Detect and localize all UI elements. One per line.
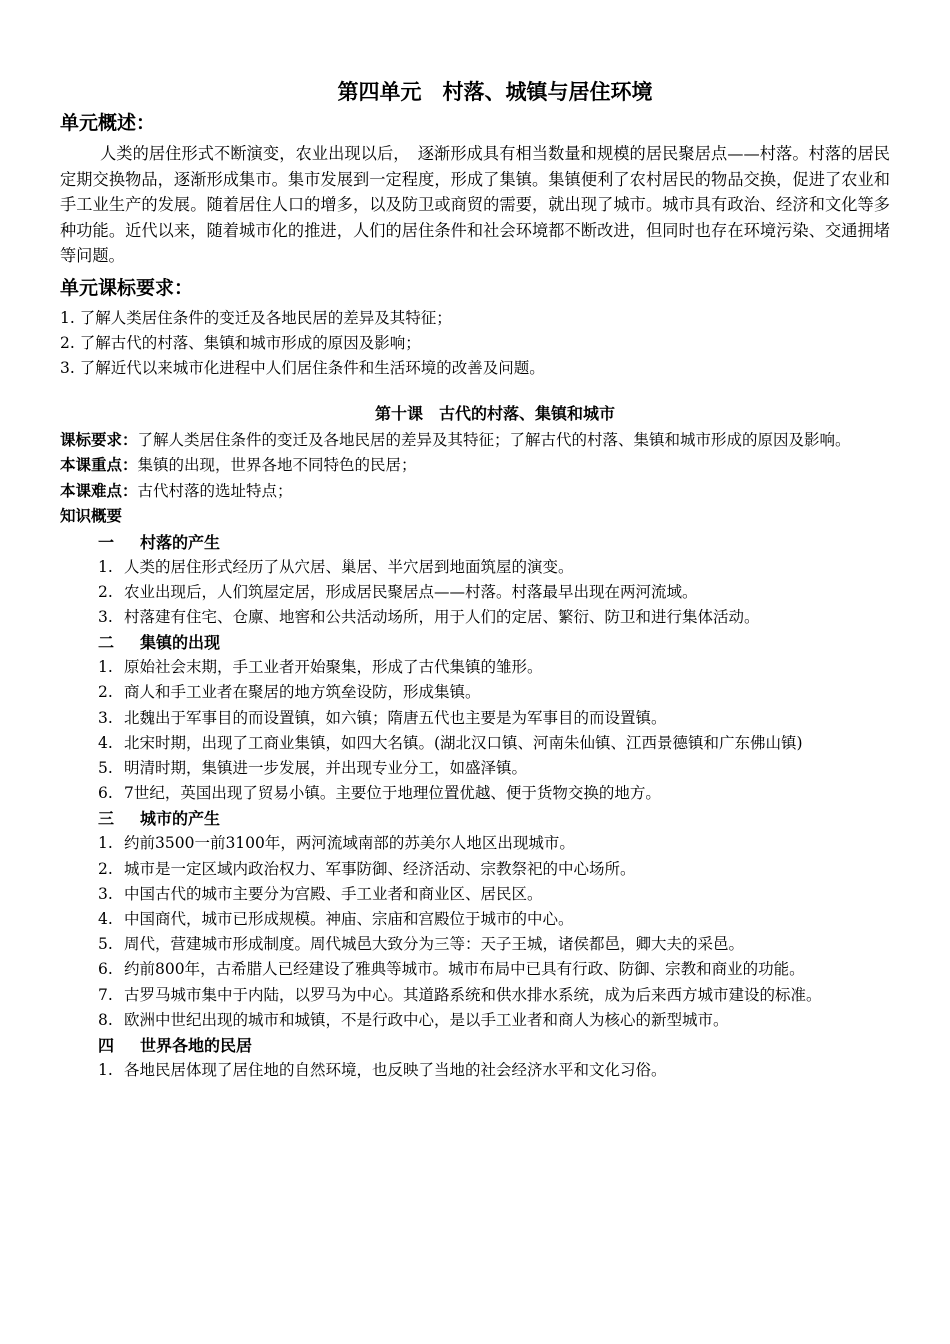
overview-paragraph: 人类的居住形式不断演变，农业出现以后， 逐渐形成具有相当数量和规模的居民聚居点——村落。村落的居民定期交换物品，逐渐形成集市。集市发展到一定程度，形成了集镇。集镇便利了农村居民的物品交换，促进了农业和手工业生产的发展。随着居住人口的增多，以及防卫或商贸的需要，就出现了城市。城市具有政治、经济和文化等多种功能。近代以来，随着城市化的推进，人们的居住条件和社会环境都不断改进，但同时也存在环境污染、交通拥堵等问题。 [60, 144, 890, 265]
item-number: 1. [98, 834, 113, 853]
item-number: 1. [98, 557, 113, 576]
list-item [60, 831, 890, 856]
list-item [60, 756, 890, 781]
section-title: 村落的产生 [140, 532, 221, 552]
lesson-focus [60, 453, 890, 479]
knowledge-sections [60, 530, 890, 1084]
list-item [60, 857, 890, 882]
document-page [60, 70, 890, 1083]
list-item [60, 731, 890, 756]
item-text: 农业出现后，人们筑屋定居，形成居民聚居点——村落。村落最早出现在两河流域。 [124, 582, 698, 601]
focus-label: 本课重点： [60, 456, 138, 474]
list-item [60, 907, 890, 932]
requirements-text: 了解人类居住条件的变迁及各地民居的差异及其特征；了解古代的村落、集镇和城市形成的原因及影响。 [137, 430, 851, 449]
lesson-difficulty [60, 479, 890, 505]
list-item [60, 555, 890, 580]
focus-text: 集镇的出现，世界各地不同特色的民居； [137, 456, 417, 474]
section-title: 集镇的出现 [140, 633, 221, 653]
section-title: 城市的产生 [140, 809, 221, 829]
list-item [60, 983, 890, 1008]
item-text: 各地民居体现了居住地的自然环境，也反映了当地的社会经济水平和文化习俗。 [124, 1060, 667, 1079]
list-item [60, 1058, 890, 1083]
item-number: 2. [98, 859, 113, 878]
item-number: 5. [98, 935, 113, 954]
section-number: 三 [98, 809, 115, 829]
list-item [60, 580, 890, 605]
item-text: 约前800年，古希腊人已经建设了雅典等城市。城市布局中已具有行政、防御、宗教和商业的功能。 [124, 960, 805, 979]
item-text: 城市是一定区域内政治权力、军事防御、经济活动、宗教祭祀的中心场所。 [124, 859, 636, 878]
list-item [60, 781, 890, 806]
list-item [60, 932, 890, 957]
item-number: 3. [98, 708, 113, 727]
item-number: 6. [98, 784, 113, 803]
list-item [60, 605, 890, 630]
item-number: 6. [98, 960, 113, 979]
item-text: 人类的居住形式经历了从穴居、巢居、半穴居到地面筑屋的演变。 [124, 557, 574, 576]
section-heading [60, 630, 890, 655]
knowledge-heading: 知识概要 [60, 507, 123, 525]
lesson-title: 第十课 古代的村落、集镇和城市 [374, 403, 615, 423]
item-text: 原始社会末期，手工业者开始聚集，形成了古代集镇的雏形。 [124, 658, 543, 677]
section-number: 一 [98, 532, 115, 552]
item-number: 2. [98, 582, 113, 601]
item-text: 古罗马城市集中于内陆，以罗马为中心。其道路系统和供水排水系统，成为后来西方城市建设的标准。 [124, 985, 822, 1004]
item-number: 3. [98, 607, 113, 626]
requirements-label: 课标要求： [60, 430, 138, 449]
section-title: 世界各地的民居 [140, 1035, 253, 1055]
standards-list [60, 306, 890, 381]
section-number: 二 [98, 633, 115, 653]
list-item [60, 706, 890, 731]
list-item [60, 1008, 890, 1033]
standard-item: 1. 了解人类居住条件的变迁及各地民居的差异及其特征； [60, 308, 452, 327]
item-number: 1. [98, 658, 113, 677]
unit-title: 第四单元 村落、城镇与居住环境 [337, 80, 653, 104]
item-text: 7世纪，英国出现了贸易小镇。主要位于地理位置优越、便于货物交换的地方。 [124, 784, 661, 803]
difficulty-text: 古代村落的选址特点； [137, 481, 293, 500]
section-number: 四 [98, 1035, 115, 1055]
list-item [60, 882, 890, 907]
item-text: 北魏出于军事目的而设置镇，如六镇；隋唐五代也主要是为军事目的而设置镇。 [124, 708, 667, 727]
item-text: 欧洲中世纪出现的城市和城镇，不是行政中心，是以手工业者和商人为核心的新型城市。 [124, 1010, 729, 1029]
item-number: 3. [98, 884, 113, 903]
item-number: 1. [98, 1060, 113, 1079]
list-item [60, 655, 890, 680]
item-number: 5. [98, 758, 113, 777]
item-text: 北宋时期，出现了工商业集镇，如四大名镇。(湖北汉口镇、河南朱仙镇、江西景德镇和广东佛山镇) [124, 733, 803, 752]
item-number: 8. [98, 1010, 113, 1029]
section-heading [60, 806, 890, 831]
item-text: 村落建有住宅、仓廪、地窖和公共活动场所，用于人们的定居、繁衍、防卫和进行集体活动。 [124, 607, 760, 626]
section-heading [60, 530, 890, 555]
list-item [60, 680, 890, 705]
list-item [60, 957, 890, 982]
item-text: 商人和手工业者在聚居的地方筑垒设防，形成集镇。 [124, 683, 481, 702]
standard-item: 2. 了解古代的村落、集镇和城市形成的原因及影响； [60, 333, 421, 352]
difficulty-label: 本课难点： [60, 481, 138, 500]
item-number: 4. [98, 733, 113, 752]
item-text: 中国商代，城市已形成规模。神庙、宗庙和宫殿位于城市的中心。 [124, 909, 574, 928]
item-number: 4. [98, 909, 113, 928]
item-text: 中国古代的城市主要分为宫殿、手工业者和商业区、居民区。 [124, 884, 543, 903]
standard-item: 3. 了解近代以来城市化进程中人们居住条件和生活环境的改善及问题。 [60, 358, 545, 377]
item-number: 7. [98, 985, 113, 1004]
item-text: 明清时期，集镇进一步发展，并出现专业分工，如盛泽镇。 [124, 758, 528, 777]
standards-heading: 单元课标要求： [60, 276, 194, 299]
item-text: 约前3500一前3100年，两河流域南部的苏美尔人地区出现城市。 [124, 834, 575, 853]
section-heading [60, 1033, 890, 1058]
overview-heading: 单元概述： [60, 112, 156, 134]
item-text: 周代，营建城市形成制度。周代城邑大致分为三等：天子王城，诸侯都邑，卿大夫的采邑。 [124, 935, 745, 954]
lesson-requirements [60, 428, 890, 454]
item-number: 2. [98, 683, 113, 702]
